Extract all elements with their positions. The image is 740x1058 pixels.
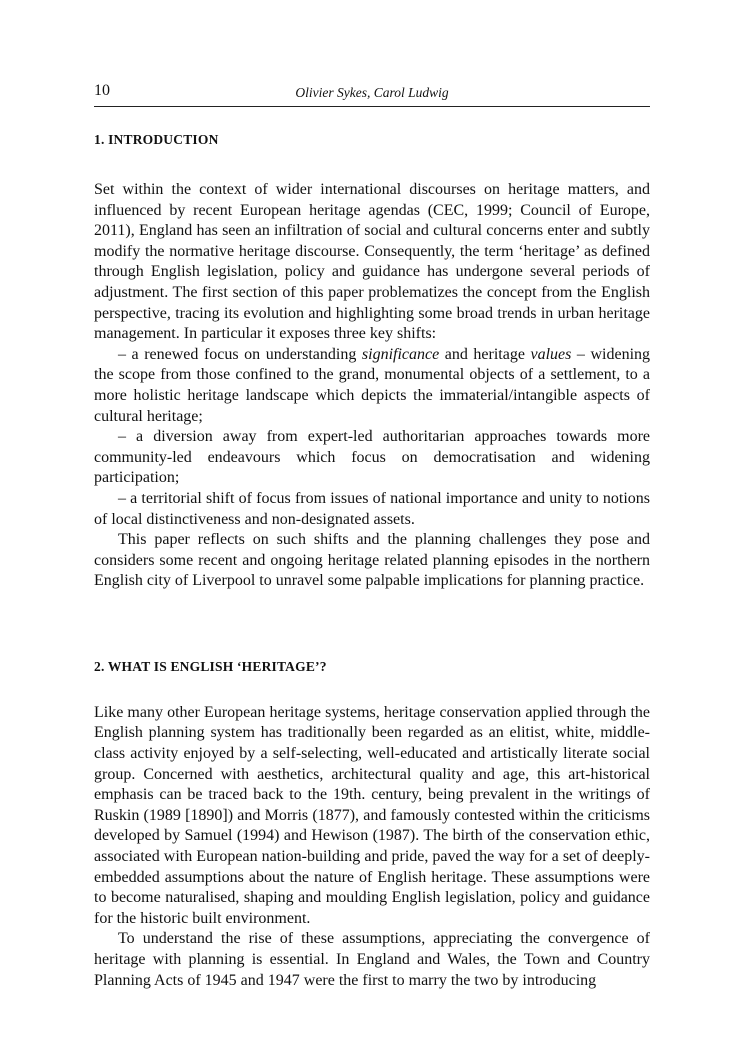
section-heading-english-heritage: 2. WHAT IS ENGLISH ‘HERITAGE’? — [94, 658, 327, 674]
shift-item-middle: and heritage — [439, 345, 531, 363]
shift-item-territorial: – a territorial shift of focus from issues of national importance and unity to notions of local distinctiveness and non-designated assets. — [94, 489, 650, 528]
shift-item-suffix: – widening the scope from those confined to the grand, monumental objects of a settlement, to a more holistic heritage landscape which depicts the immaterial/intangible aspects of cultural heritage; — [94, 345, 651, 425]
shift-item-prefix: – a renewed focus on understanding — [118, 345, 362, 363]
closing-paragraph: This paper reflects on such shifts and the planning challenges they pose and considers some recent and ongoing heritage related planning episodes in the northern English city of Liverpool to unravel some palpable implications for planning practice. — [94, 531, 650, 590]
section2-paragraph-2: To understand the rise of these assumptions, appreciating the convergence of heritage with planning is essential. In England and Wales, the Town and Country Planning Acts of 1945 and 1947 were the first to marry the two by introducing — [94, 930, 650, 989]
shift-item-significance — [94, 345, 650, 427]
shift-item-community: – a diversion away from expert-led authoritarian approaches towards more community-led endeavours which focus on democratisation and widening participation; — [94, 428, 650, 487]
page-header — [94, 80, 650, 107]
section-heading-introduction: 1. INTRODUCTION — [94, 132, 219, 147]
running-head: Olivier Sykes, Carol Ludwig — [295, 85, 449, 100]
page — [94, 80, 650, 991]
term-significance: significance — [361, 345, 440, 363]
term-values: values — [530, 345, 572, 363]
page-number: 10 — [94, 82, 110, 99]
section2-paragraph-1: Like many other European heritage systems, heritage conservation applied through the English planning system has traditionally been regarded as an elitist, white, middle-class activity enjoyed by a self-selecting, well-educated and artistically literate social group. Concerned with aesthetics, architectural quality and age, this art-historical emphasis can be traced back to the 19th. century, being prevalent in the writings of Ruskin (1989 [1890]) and Morris (1877), and famously contested within the criticisms developed by Samuel (1994) and Hewison (1987). The birth of the conservation ethic, associated with European nation-building and pride, paved the way for a set of deeply-embedded assumptions about the nature of English heritage. These assumptions were to become naturalised, shaping and moulding English legislation, policy and guidance for the historic built environment. — [94, 703, 650, 927]
intro-paragraph: Set within the context of wider international discourses on heritage matters, and influenced by recent European heritage agendas (CEC, 1999; Council of Europe, 2011), England has seen an infiltration of social and cultural concerns enter and subtly modify the normative heritage discourse. Consequently, the term ‘heritage’ as defined through English legislation, policy and guidance has undergone several periods of adjustment. The first section of this paper problematizes the concept from the English perspective, tracing its evolution and highlighting some broad trends in urban heritage management. In particular it exposes three key shifts: — [94, 181, 650, 343]
